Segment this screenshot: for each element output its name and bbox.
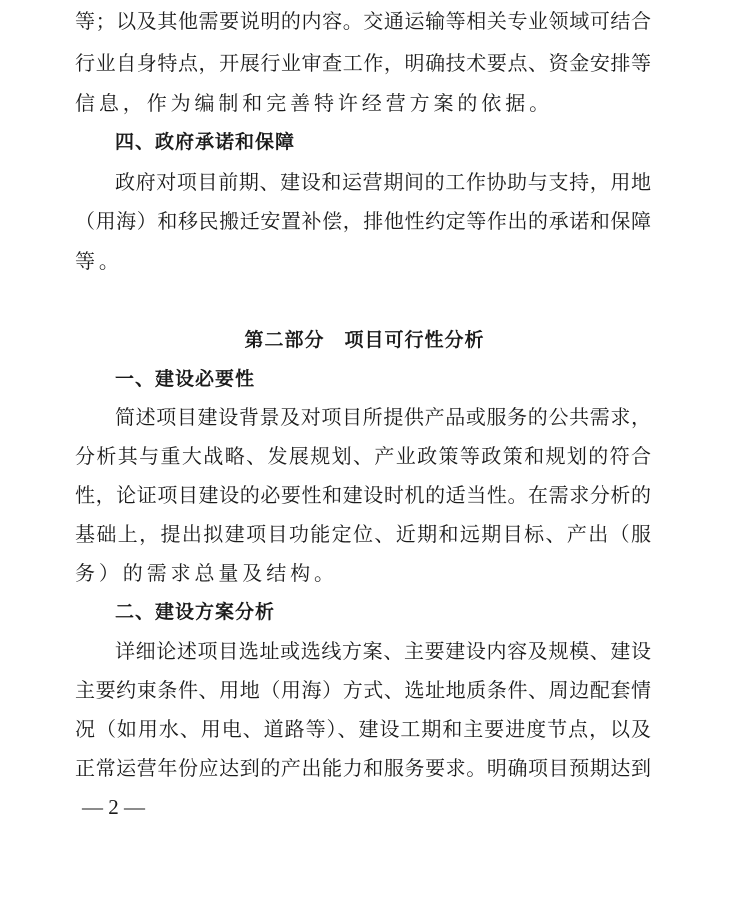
necessity-line-2: 分析其与重大战略、发展规划、产业政策等政策和规划的符合 — [75, 444, 651, 468]
part-title: 第二部分 项目可行性分析 — [244, 329, 485, 351]
plan-line-2: 主要约束条件、用地（用海）方式、选址地质条件、周边配套情 — [75, 678, 651, 702]
intro-line-2: 行业自身特点，开展行业审查工作，明确技术要点、资金安排等 — [75, 51, 651, 75]
necessity-line-1: 简述项目建设背景及对项目所提供产品或服务的公共需求， — [115, 405, 651, 429]
section4-line-1: 政府对项目前期、建设和运营期间的工作协助与支持，用地 — [115, 170, 651, 194]
page-number: — 2 — — [82, 795, 145, 819]
section4-line-3: 等。 — [75, 249, 123, 273]
plan-line-4: 正常运营年份应达到的产出能力和服务要求。明确项目预期达到 — [75, 756, 651, 780]
section-heading-necessity: 一、建设必要性 — [115, 368, 256, 390]
section-heading-construction-plan: 二、建设方案分析 — [115, 601, 276, 623]
necessity-line-5: 务）的需求总量及结构。 — [75, 561, 338, 585]
section4-line-2: （用海）和移民搬迁安置补偿，排他性约定等作出的承诺和保障 — [75, 209, 651, 233]
necessity-line-3: 性，论证项目建设的必要性和建设时机的适当性。在需求分析的 — [75, 483, 651, 507]
necessity-line-4: 基础上，提出拟建项目功能定位、近期和远期目标、产出（服 — [75, 522, 651, 546]
plan-line-1: 详细论述项目选址或选线方案、主要建设内容及规模、建设 — [115, 639, 651, 663]
intro-line-1: 等；以及其他需要说明的内容。交通运输等相关专业领域可结合 — [75, 9, 651, 33]
plan-line-3: 况（如用水、用电、道路等）、建设工期和主要进度节点，以及 — [75, 717, 651, 741]
section-heading-government-commitment: 四、政府承诺和保障 — [115, 131, 296, 153]
intro-line-3: 信息，作为编制和完善特许经营方案的依据。 — [75, 91, 553, 115]
